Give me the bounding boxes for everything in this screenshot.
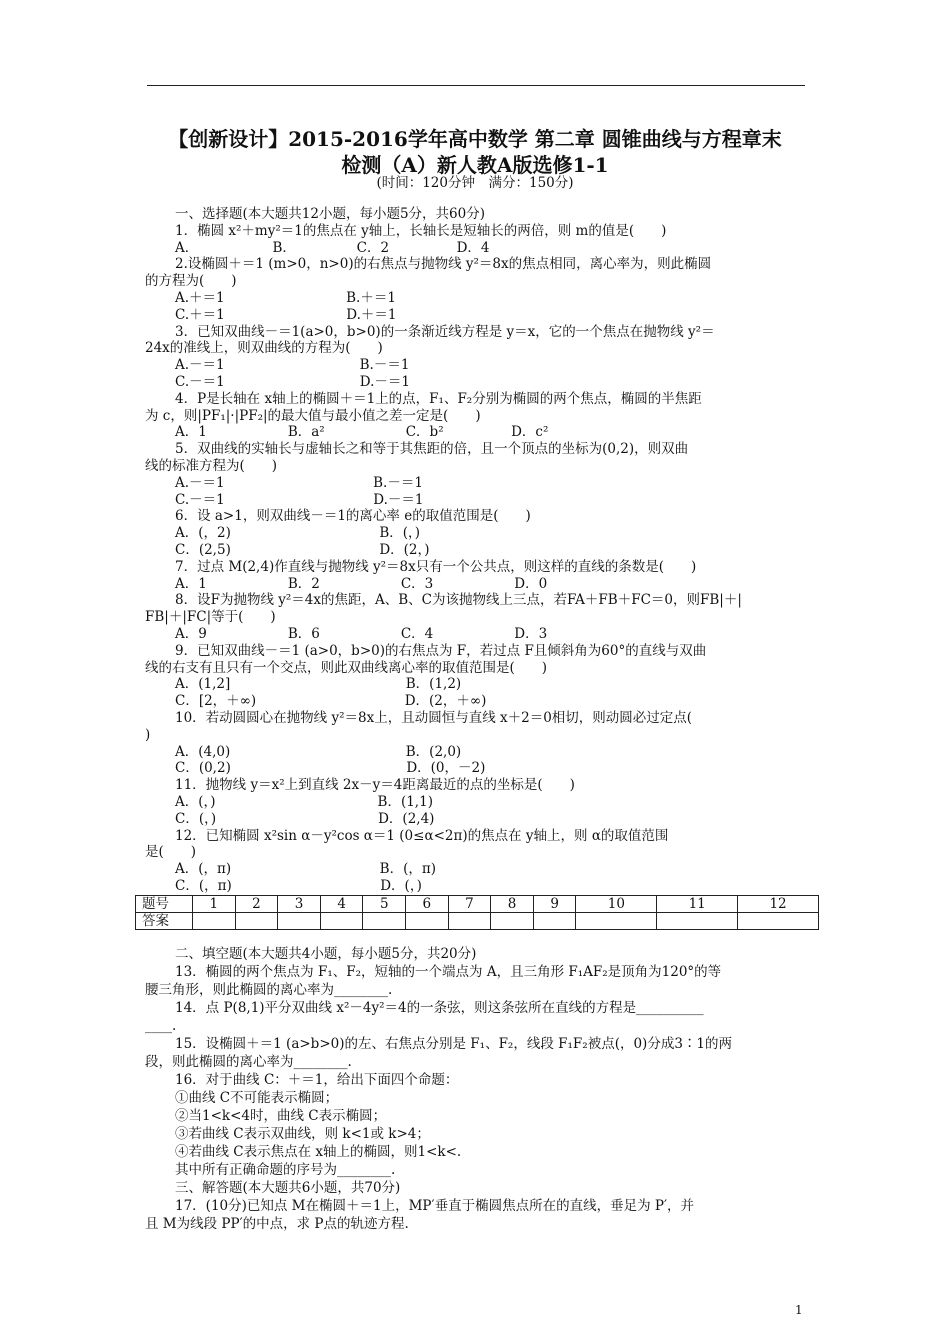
header-rule (147, 85, 805, 86)
table-cell: 5 (363, 896, 406, 913)
option-line: A．9 B．6 C．4 D．3 (175, 626, 548, 642)
option-line: A．(，) B．(1,1) (175, 794, 433, 810)
answer-cell (657, 913, 738, 930)
table-header-cell: 答案 (136, 913, 193, 930)
option-line: A．(，π) B．(，π) (175, 861, 436, 878)
question-line: 且 M为线段 PP′的中点，求 P点的轨迹方程. (145, 1216, 409, 1232)
answer-cell (278, 913, 321, 930)
answer-cell (235, 913, 278, 930)
question-line: FB|＋|FC|等于( ) (145, 609, 276, 626)
question-line: 11．抛物线 y＝x²上到直线 2x－y＝4距离最近的点的坐标是( ) (175, 777, 575, 794)
proposition-item: ①曲线 C不可能表示椭圆； (175, 1090, 339, 1106)
table-row (136, 913, 819, 930)
table-cell: 4 (320, 896, 363, 913)
option-line: C.－＝1 D.－＝1 (175, 374, 410, 390)
exam-time-info: (时间：120分钟 满分：150分) (376, 175, 574, 191)
table-header-cell: 题号 (136, 896, 193, 913)
question-line: 14．点 P(8,1)平分双曲线 x²－4y²＝4的一条弦，则这条弦所在直线的方程是__________ (175, 1000, 704, 1016)
question-line: 2.设椭圆＋＝1 (m>0，n>0)的右焦点与抛物线 y²＝8x的焦点相同，离心率为，则此椭圆 (175, 256, 712, 273)
answer-cell (448, 913, 491, 930)
answer-cell (576, 913, 657, 930)
question-line: 16．对于曲线 C：＋＝1，给出下面四个命题： (175, 1072, 459, 1088)
question-line: 10．若动圆圆心在抛物线 y²＝8x上，且动圆恒与直线 x＋2＝0相切，则动圆必过定点( (175, 710, 693, 726)
table-cell: 2 (235, 896, 278, 913)
table-row (136, 896, 819, 913)
option-line: A．1 B．a² C．b² D．c² (175, 424, 549, 441)
question-line: 17．(10分)已知点 M在椭圆＋＝1上，MP′垂直于椭圆焦点所在的直线，垂足为 P′，并 (175, 1198, 695, 1214)
question-line: 其中所有正确命题的序号为________. (175, 1162, 396, 1178)
question-line: 15．设椭圆＋＝1 (a>b>0)的左、右焦点分别是 F₁、F₂，线段 F₁F₂被点(，0)分成3∶1的两 (175, 1036, 732, 1052)
question-line: 的方程为( ) (145, 273, 237, 290)
option-line: A．1 B．2 C．3 D．0 (175, 575, 548, 592)
title-line-1: 【创新设计】2015-2016学年高中数学 第二章 圆锥曲线与方程章末 (168, 127, 782, 151)
question-line: 9．已知双曲线－＝1 (a>0，b>0)的右焦点为 F，若过点 F且倾斜角为60°的直线与双曲 (175, 642, 707, 659)
option-line: A．(，2) B．(，) (175, 525, 421, 542)
table-cell: 7 (448, 896, 491, 913)
question-line: 段，则此椭圆的离心率为________. (145, 1054, 352, 1070)
question-line: 12．已知椭圆 x²sin α－y²cos α＝1 (0≤α<2π)的焦点在 y轴上，则 α的取值范围 (175, 827, 669, 844)
answer-cell (363, 913, 406, 930)
title-line-2: 检测（A）新人教A版选修1-1 (341, 153, 609, 177)
answer-cell (491, 913, 534, 930)
option-line: C．(0,2) D．(0，－2) (175, 760, 486, 777)
option-line: A．(4,0) B．(2,0) (175, 743, 462, 760)
option-line: C.－＝1 D.－＝1 (175, 491, 424, 508)
question-line: 为 c，则|PF₁|·|PF₂|的最大值与最小值之差一定是( ) (145, 407, 481, 424)
question-line: ) (145, 726, 151, 743)
answer-cell (533, 913, 576, 930)
table-cell: 6 (406, 896, 449, 913)
answer-cell (738, 913, 819, 930)
question-line: 5．双曲线的实轴长与虚轴长之和等于其焦距的倍，且一个顶点的坐标为(0,2)，则双曲 (175, 441, 689, 458)
option-line: A.－＝1 B.－＝1 (175, 474, 423, 491)
question-line: 1．椭圆 x²＋my²＝1的焦点在 y轴上，长轴长是短轴长的两倍，则 m的值是( ) (175, 222, 667, 239)
option-line: C．(2,5) D．(2，) (175, 542, 430, 558)
option-line: A.－＝1 B.－＝1 (175, 357, 410, 374)
question-line: 8．设F为抛物线 y²＝4x的焦距，A、B、C为该抛物线上三点，若FA＋FB＋FC＝0，则FB|＋| (175, 592, 742, 609)
question-line: 24x的准线上，则双曲线的方程为( ) (145, 340, 383, 357)
question-line: 4．P是长轴在 x轴上的椭圆＋＝1上的点，F₁、F₂分别为椭圆的两个焦点，椭圆的半焦距 (175, 390, 702, 407)
option-line: C．(，) D．(2,4) (175, 810, 435, 827)
table-cell: 8 (491, 896, 534, 913)
answer-cell (320, 913, 363, 930)
option-line: A．(1,2] B．(1,2) (175, 676, 462, 693)
question-line: 6．设 a>1，则双曲线－＝1的离心率 e的取值范围是( ) (175, 508, 531, 525)
option-line: C.＋＝1 D.＋＝1 (175, 306, 397, 323)
question-line: 是( ) (145, 844, 197, 861)
proposition-item: ④若曲线 C表示焦点在 x轴上的椭圆，则1<k<. (175, 1144, 462, 1160)
table-cell: 9 (533, 896, 576, 913)
answer-cell (193, 913, 236, 930)
table-cell: 3 (278, 896, 321, 913)
proposition-item: ③若曲线 C表示双曲线，则 k<1或 k>4； (175, 1126, 430, 1142)
question-line: 3．已知双曲线－＝1(a>0，b>0)的一条渐近线方程是 y＝x，它的一个焦点在抛物线 y²＝ (175, 323, 715, 340)
option-line: A.＋＝1 B.＋＝1 (175, 290, 396, 306)
answer-cell (406, 913, 449, 930)
option-line: C．[2，＋∞) D．(2，＋∞) (175, 693, 487, 710)
option-line: C．(，π) D．(，) (175, 878, 422, 894)
table-cell: 1 (193, 896, 236, 913)
option-line: A． B． C．2 D．4 (175, 239, 490, 256)
question-line: 7．过点 M(2,4)作直线与抛物线 y²＝8x只有一个公共点，则这样的直线的条数是( ) (175, 558, 697, 575)
section-heading: 二、填空题(本大题共4小题，每小题5分，共20分) (175, 946, 477, 962)
question-line: 腰三角形，则此椭圆的离心率为________. (145, 982, 393, 998)
section-heading: 三、解答题(本大题共6小题，共70分) (175, 1180, 401, 1196)
table-cell: 12 (738, 896, 819, 913)
answer-table (135, 895, 819, 930)
proposition-item: ②当1<k<4时，曲线 C表示椭圆； (175, 1108, 387, 1124)
question-line: ____. (145, 1018, 177, 1034)
table-cell: 11 (657, 896, 738, 913)
question-line: 线的标准方程为( ) (145, 458, 278, 474)
section-heading: 一、选择题(本大题共12小题，每小题5分，共60分) (175, 206, 485, 222)
question-line: 13．椭圆的两个焦点为 F₁、F₂，短轴的一个端点为 A，且三角形 F₁AF₂是顶角为120°的等 (175, 964, 722, 980)
question-line: 线的右支有且只有一个交点，则此双曲线离心率的取值范围是( ) (145, 659, 548, 676)
table-cell: 10 (576, 896, 657, 913)
page-number: 1 (795, 1303, 803, 1317)
